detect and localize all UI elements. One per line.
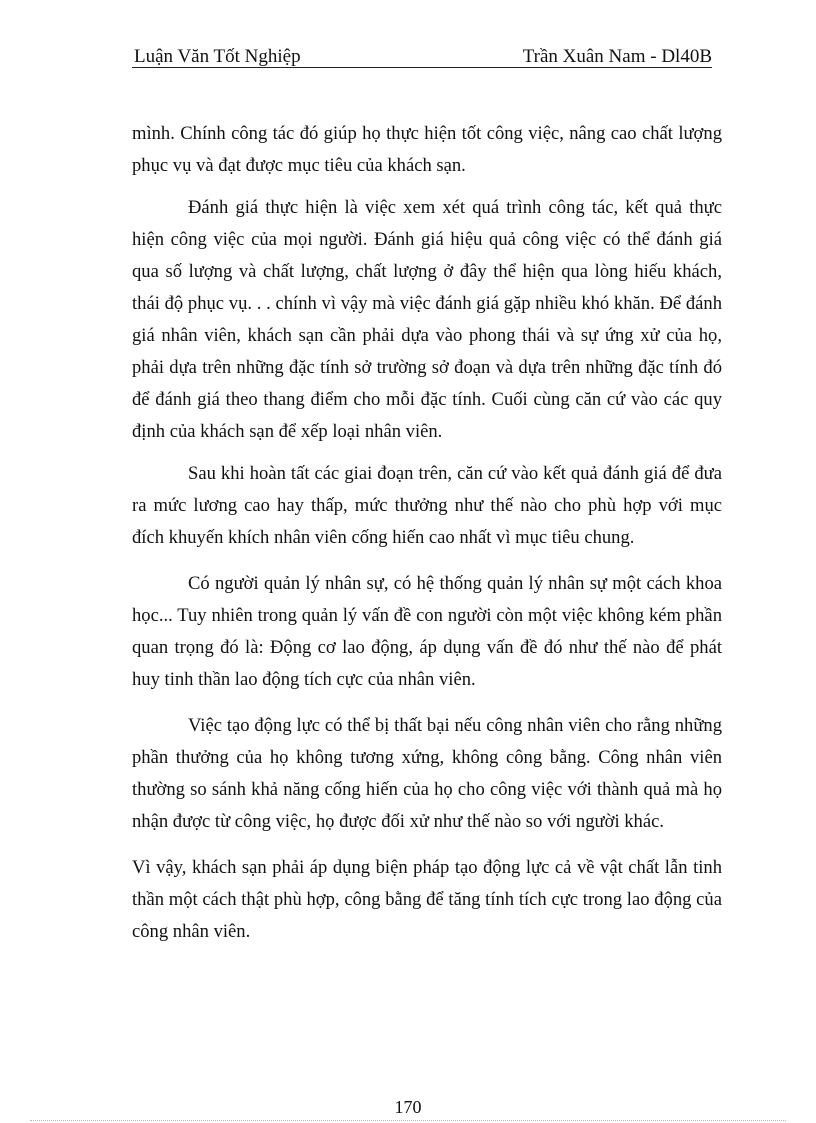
footer-divider bbox=[30, 1120, 786, 1121]
paragraph-performance-evaluation: Đánh giá thực hiện là việc xem xét quá trình công tác, kết quả thực hiện công việc của mọi người. Đánh giá hiệu quả công việc có thể đánh giá qua số lượng và chất lượng, chất lượng ở đây thể hiện qua lòng hiếu khách, thái độ phục vụ. . . chính vì vậy mà việc đánh giá gặp nhiều khó khăn. Để đánh giá nhân viên, khách sạn cần phải dựa vào phong thái và sự ứng xử của họ, phải dựa trên những đặc tính sở trường sở đoạn và dựa trên những đặc tính đó để đánh giá theo thang điểm cho mỗi đặc tính. Cuối cùng căn cứ vào các quy định của khách sạn để xếp loại nhân viên. bbox=[132, 197, 722, 442]
page-header bbox=[132, 45, 712, 68]
body-text bbox=[132, 118, 722, 948]
paragraph-continuation: mình. Chính công tác đó giúp họ thực hiện tốt công việc, nâng cao chất lượng phục vụ và đạt được mục tiêu của khách sạn. bbox=[132, 123, 722, 176]
paragraph-motivation: Việc tạo động lực có thể bị thất bại nếu công nhân viên cho rằng những phần thưởng của họ không tương xứng, không công bằng. Công nhân viên thường so sánh khả năng cống hiến của họ cho công việc với thành quả mà họ nhận được từ công việc, họ được đối xử như thế nào so với người khác. bbox=[132, 715, 722, 832]
header-author: Trần Xuân Nam - Dl40B bbox=[522, 46, 712, 67]
header-thesis-title: Luận Văn Tốt Nghiệp bbox=[134, 46, 301, 67]
page-number: 170 bbox=[394, 1097, 422, 1117]
paragraph-salary-bonus: Sau khi hoàn tất các giai đoạn trên, căn cứ vào kết quả đánh giá để đưa ra mức lương cao hay thấp, mức thưởng như thế nào cho phù hợp với mục đích khuyến khích nhân viên cống hiến cao nhất vì mục tiêu chung. bbox=[132, 463, 722, 548]
paragraph-hr-management: Có người quản lý nhân sự, có hệ thống quản lý nhân sự một cách khoa học... Tuy nhiên trong quản lý vấn đề con người còn một việc không kém phần quan trọng đó là: Động cơ lao động, áp dụng vấn đề đó như thế nào để phát huy tinh thần lao động tích cực của nhân viên. bbox=[132, 573, 722, 690]
paragraph-conclusion: Vì vậy, khách sạn phải áp dụng biện pháp tạo động lực cả về vật chất lẫn tinh thần một cách thật phù hợp, công bằng để tăng tính tích cực trong lao động của công nhân viên. bbox=[132, 857, 722, 942]
